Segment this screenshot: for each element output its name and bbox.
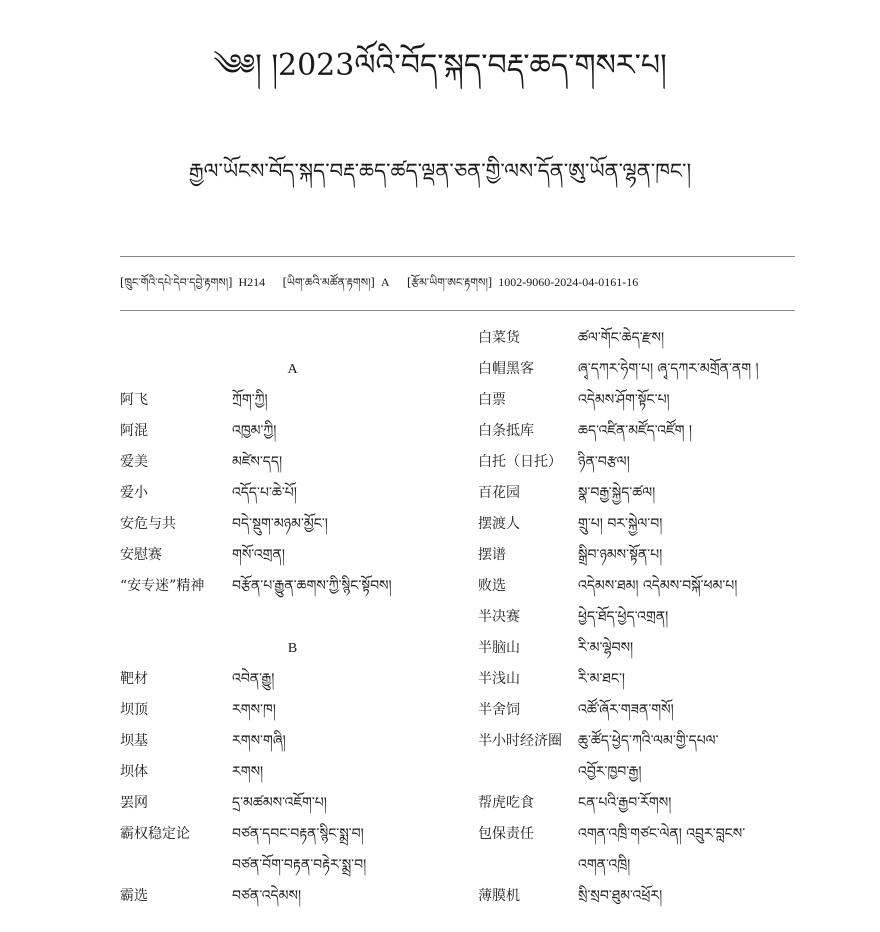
tibetan-term (232, 757, 465, 788)
meta-label: [ཁྲུང་གོའི་དཔེ་དེབ་དབྱེ་རྟགས།] (120, 276, 233, 289)
tibetan-term (578, 323, 798, 354)
tibetan-term (232, 819, 465, 881)
tibetan-term-line: བདེ་སྡུག་མཉམ་མྱོང་། (232, 516, 328, 532)
tibetan-term-line: འཁྱམ་ཀྱི། (232, 423, 277, 439)
glossary-entry (120, 416, 465, 447)
tibetan-term-line: ཆད་འཛིན་མཛོད་འཛོག ། (578, 423, 692, 439)
glossary-entry (120, 509, 465, 540)
tibetan-term (578, 633, 798, 664)
meta-label: [རྩོམ་ཡིག་ཨང་རྟགས།] (406, 276, 493, 289)
glossary-entry (478, 416, 798, 447)
meta-document-code (283, 276, 393, 289)
meta-value: H214 (238, 275, 266, 289)
tibetan-term-line: རི་མ་ཐང་། (578, 671, 626, 687)
glossary-entry (478, 385, 798, 416)
glossary-entry (478, 819, 798, 881)
glossary-entry (120, 819, 465, 881)
document-title: ༄༅། །2023ལོའི་བོད་སྐད་བརྡ་ཆད་གསར་པ། (213, 48, 667, 83)
glossary-entry (478, 478, 798, 509)
glossary-entry (478, 602, 798, 633)
glossary-entry (120, 571, 465, 602)
tibetan-term-line: གསོ་འགྲན། (232, 547, 285, 563)
tibetan-term-line: འདོད་པ་ཆེ་པོ། (232, 485, 297, 501)
tibetan-term (232, 664, 465, 695)
tibetan-term (232, 385, 465, 416)
tibetan-term-line: རགས། (232, 764, 264, 780)
tibetan-term (578, 726, 798, 788)
tibetan-term (578, 664, 798, 695)
glossary-entry (120, 788, 465, 819)
chinese-term: 阿飞 (120, 392, 148, 408)
chinese-term: 半决赛 (478, 609, 520, 625)
glossary-entry (478, 788, 798, 819)
section-letter: B (287, 641, 298, 656)
tibetan-term-line: དྲ་མཚམས་འཇོག་པ། (232, 795, 327, 811)
glossary-entry (478, 323, 798, 354)
tibetan-term (578, 478, 798, 509)
glossary-entry (478, 664, 798, 695)
tibetan-term (232, 447, 465, 478)
tibetan-term (578, 509, 798, 540)
chinese-term: 坝体 (120, 764, 148, 780)
meta-line (120, 272, 652, 293)
chinese-term: 半脑山 (478, 640, 520, 656)
chinese-term: 坝顶 (120, 702, 148, 718)
tibetan-term (578, 447, 798, 478)
tibetan-term (232, 478, 465, 509)
tibetan-term (578, 571, 798, 602)
tibetan-term-line: ཀྲོག་ཀྱི། (232, 392, 268, 408)
chinese-term: 白票 (478, 392, 506, 408)
glossary-entry (478, 571, 798, 602)
chinese-term: 罢网 (120, 795, 148, 811)
tibetan-term-line: འབྱོར་ཁྱབ་རྒྱ། (578, 764, 642, 780)
tibetan-term (232, 881, 465, 912)
glossary-entry (478, 726, 798, 788)
glossary-entry (120, 478, 465, 509)
tibetan-term-line: འདེམས་ཐམ། འདེམས་བསྐོ་ཕམ་པ། (578, 578, 738, 594)
chinese-term: 靶材 (120, 671, 148, 687)
tibetan-term-line: ངན་པའི་རྒྱབ་རོགས། (578, 795, 672, 811)
chinese-term: 百花园 (478, 485, 520, 501)
tibetan-term-line: གྲུ་པ། བར་སྐྱེལ་བ། (578, 516, 663, 532)
chinese-term: 薄膜机 (478, 888, 520, 904)
chinese-term: “安专迷”精神 (120, 578, 205, 594)
glossary-entry (478, 540, 798, 571)
section-letter: A (287, 362, 298, 377)
tibetan-term-line: བཙན་དབང་བརྟན་སྙིང་སྨྲ་བ། (232, 826, 364, 842)
tibetan-term (578, 881, 798, 912)
tibetan-term-line: འགན་འཁྲི་གཙང་ལེན། འབྲུར་བླངས་ (578, 826, 746, 842)
glossary-entry (120, 447, 465, 478)
chinese-term: 阿混 (120, 423, 148, 439)
tibetan-term-line: སྲི་སྲབ་ཐུམ་འཕྲོར། (578, 888, 663, 904)
tibetan-term (578, 819, 798, 881)
tibetan-term (578, 385, 798, 416)
tibetan-term (578, 416, 798, 447)
glossary-entry (120, 664, 465, 695)
chinese-term: 霸权稳定论 (120, 826, 190, 842)
tibetan-term (578, 695, 798, 726)
chinese-term: 半小时经济圈 (478, 733, 562, 749)
meta-classification (120, 276, 269, 289)
glossary-entry (478, 354, 798, 385)
meta-value: 1002-9060-2024-04-0161-16 (498, 275, 639, 289)
tibetan-term (232, 788, 465, 819)
chinese-term: 爱美 (120, 454, 148, 470)
meta-value: A (380, 275, 390, 289)
tibetan-term-line: འཚོ་ཞོར་གཟན་གསོ། (578, 702, 674, 718)
tibetan-term-line: འགན་འཁྲི། (578, 857, 631, 873)
chinese-term: 安慰赛 (120, 547, 162, 563)
chinese-term: 败选 (478, 578, 506, 594)
tibetan-term (578, 540, 798, 571)
glossary-entry (120, 695, 465, 726)
chinese-term: 白托（日托） (478, 454, 562, 470)
meta-label: [ཡིག་ཆའི་མཚོན་རྟགས།] (282, 276, 375, 289)
tibetan-term (578, 354, 798, 385)
glossary-entry (120, 757, 465, 788)
chinese-term: 爱小 (120, 485, 148, 501)
tibetan-term (232, 571, 465, 602)
chinese-term: 包保责任 (478, 826, 534, 842)
tibetan-term-line: བཙན་འདེམས། (232, 888, 302, 904)
tibetan-term-line: འདེམས་ཤོག་སྟོང་པ། (578, 392, 670, 408)
tibetan-term-line: ཞྭ་དཀར་ཧེག་པ། ཞྭ་དཀར་མགྲོན་ནག ། (578, 361, 759, 377)
chinese-term: 半浅山 (478, 671, 520, 687)
glossary-entry (120, 540, 465, 571)
bottom-rule (120, 310, 795, 311)
tibetan-term-line: མཛེས་དད། (232, 454, 283, 470)
tibetan-term-line: སྒྲིབ་ཉམས་སྟོན་པ། (578, 547, 663, 563)
glossary-right-column (478, 323, 798, 912)
top-rule (120, 256, 795, 257)
meta-article-number (407, 276, 638, 289)
glossary-entry (478, 633, 798, 664)
tibetan-term (232, 509, 465, 540)
tibetan-term (232, 695, 465, 726)
tibetan-term (232, 540, 465, 571)
tibetan-term-line: རགས་ཁ། (232, 702, 276, 718)
tibetan-term (578, 602, 798, 633)
tibetan-term-line: སྣ་བརྒྱ་སྐྱེད་ཚལ། (578, 485, 656, 501)
chinese-term: 白菜货 (478, 330, 520, 346)
chinese-term: 半舍饲 (478, 702, 520, 718)
section-spacer (120, 323, 465, 354)
section-spacer (120, 602, 465, 633)
tibetan-term-line: ཕྱེད་ཐོད་ཕྱེད་འགྲན། (578, 609, 669, 625)
glossary-entry (478, 509, 798, 540)
chinese-term: 摆谱 (478, 547, 506, 563)
tibetan-term (232, 416, 465, 447)
chinese-term: 坝基 (120, 733, 148, 749)
glossary-entry (120, 881, 465, 912)
tibetan-term-line: རགས་གཞི། (232, 733, 286, 749)
tibetan-term-line: འབེན་རྒྱུ། (232, 671, 275, 687)
chinese-term: 帮虎吃食 (478, 795, 534, 811)
glossary-entry (478, 447, 798, 478)
tibetan-term-line: ཆུ་ཚོད་ཕྱེད་ཀའི་ལམ་གྱི་དཔལ་ (578, 733, 719, 749)
glossary-entry (120, 385, 465, 416)
tibetan-term-line: བརྩོན་པ་རྒྱུན་ཆགས་ཀྱི་སྙིང་སྟོབས། (232, 578, 392, 594)
chinese-term: 霸选 (120, 888, 148, 904)
glossary-entry (120, 726, 465, 757)
glossary-entry (478, 695, 798, 726)
chinese-term: 白帽黑客 (478, 361, 534, 377)
tibetan-term-line: རི་མ་ལྷེབས། (578, 640, 634, 656)
glossary-left-column (120, 323, 465, 912)
glossary-entry (478, 881, 798, 912)
tibetan-term-line: ཉིན་བརྩལ། (578, 454, 630, 470)
tibetan-term-line: ཚལ་གོང་ཆེད་རྫས། (578, 330, 665, 346)
tibetan-term (578, 788, 798, 819)
chinese-term: 白条抵库 (478, 423, 534, 439)
tibetan-term-line: བཙན་བོག་བརྟན་བརྟེར་སྨྲ་བ། (232, 857, 367, 873)
chinese-term: 摆渡人 (478, 516, 520, 532)
chinese-term: 安危与共 (120, 516, 176, 532)
document-subtitle: རྒྱལ་ཡོངས་བོད་སྐད་བརྡ་ཆད་ཚད་ལྡན་ཅན་གྱི་ལས་དོན་ཨུ་ཡོན་ལྷན་ཁང་། (188, 159, 692, 183)
tibetan-term (232, 726, 465, 757)
